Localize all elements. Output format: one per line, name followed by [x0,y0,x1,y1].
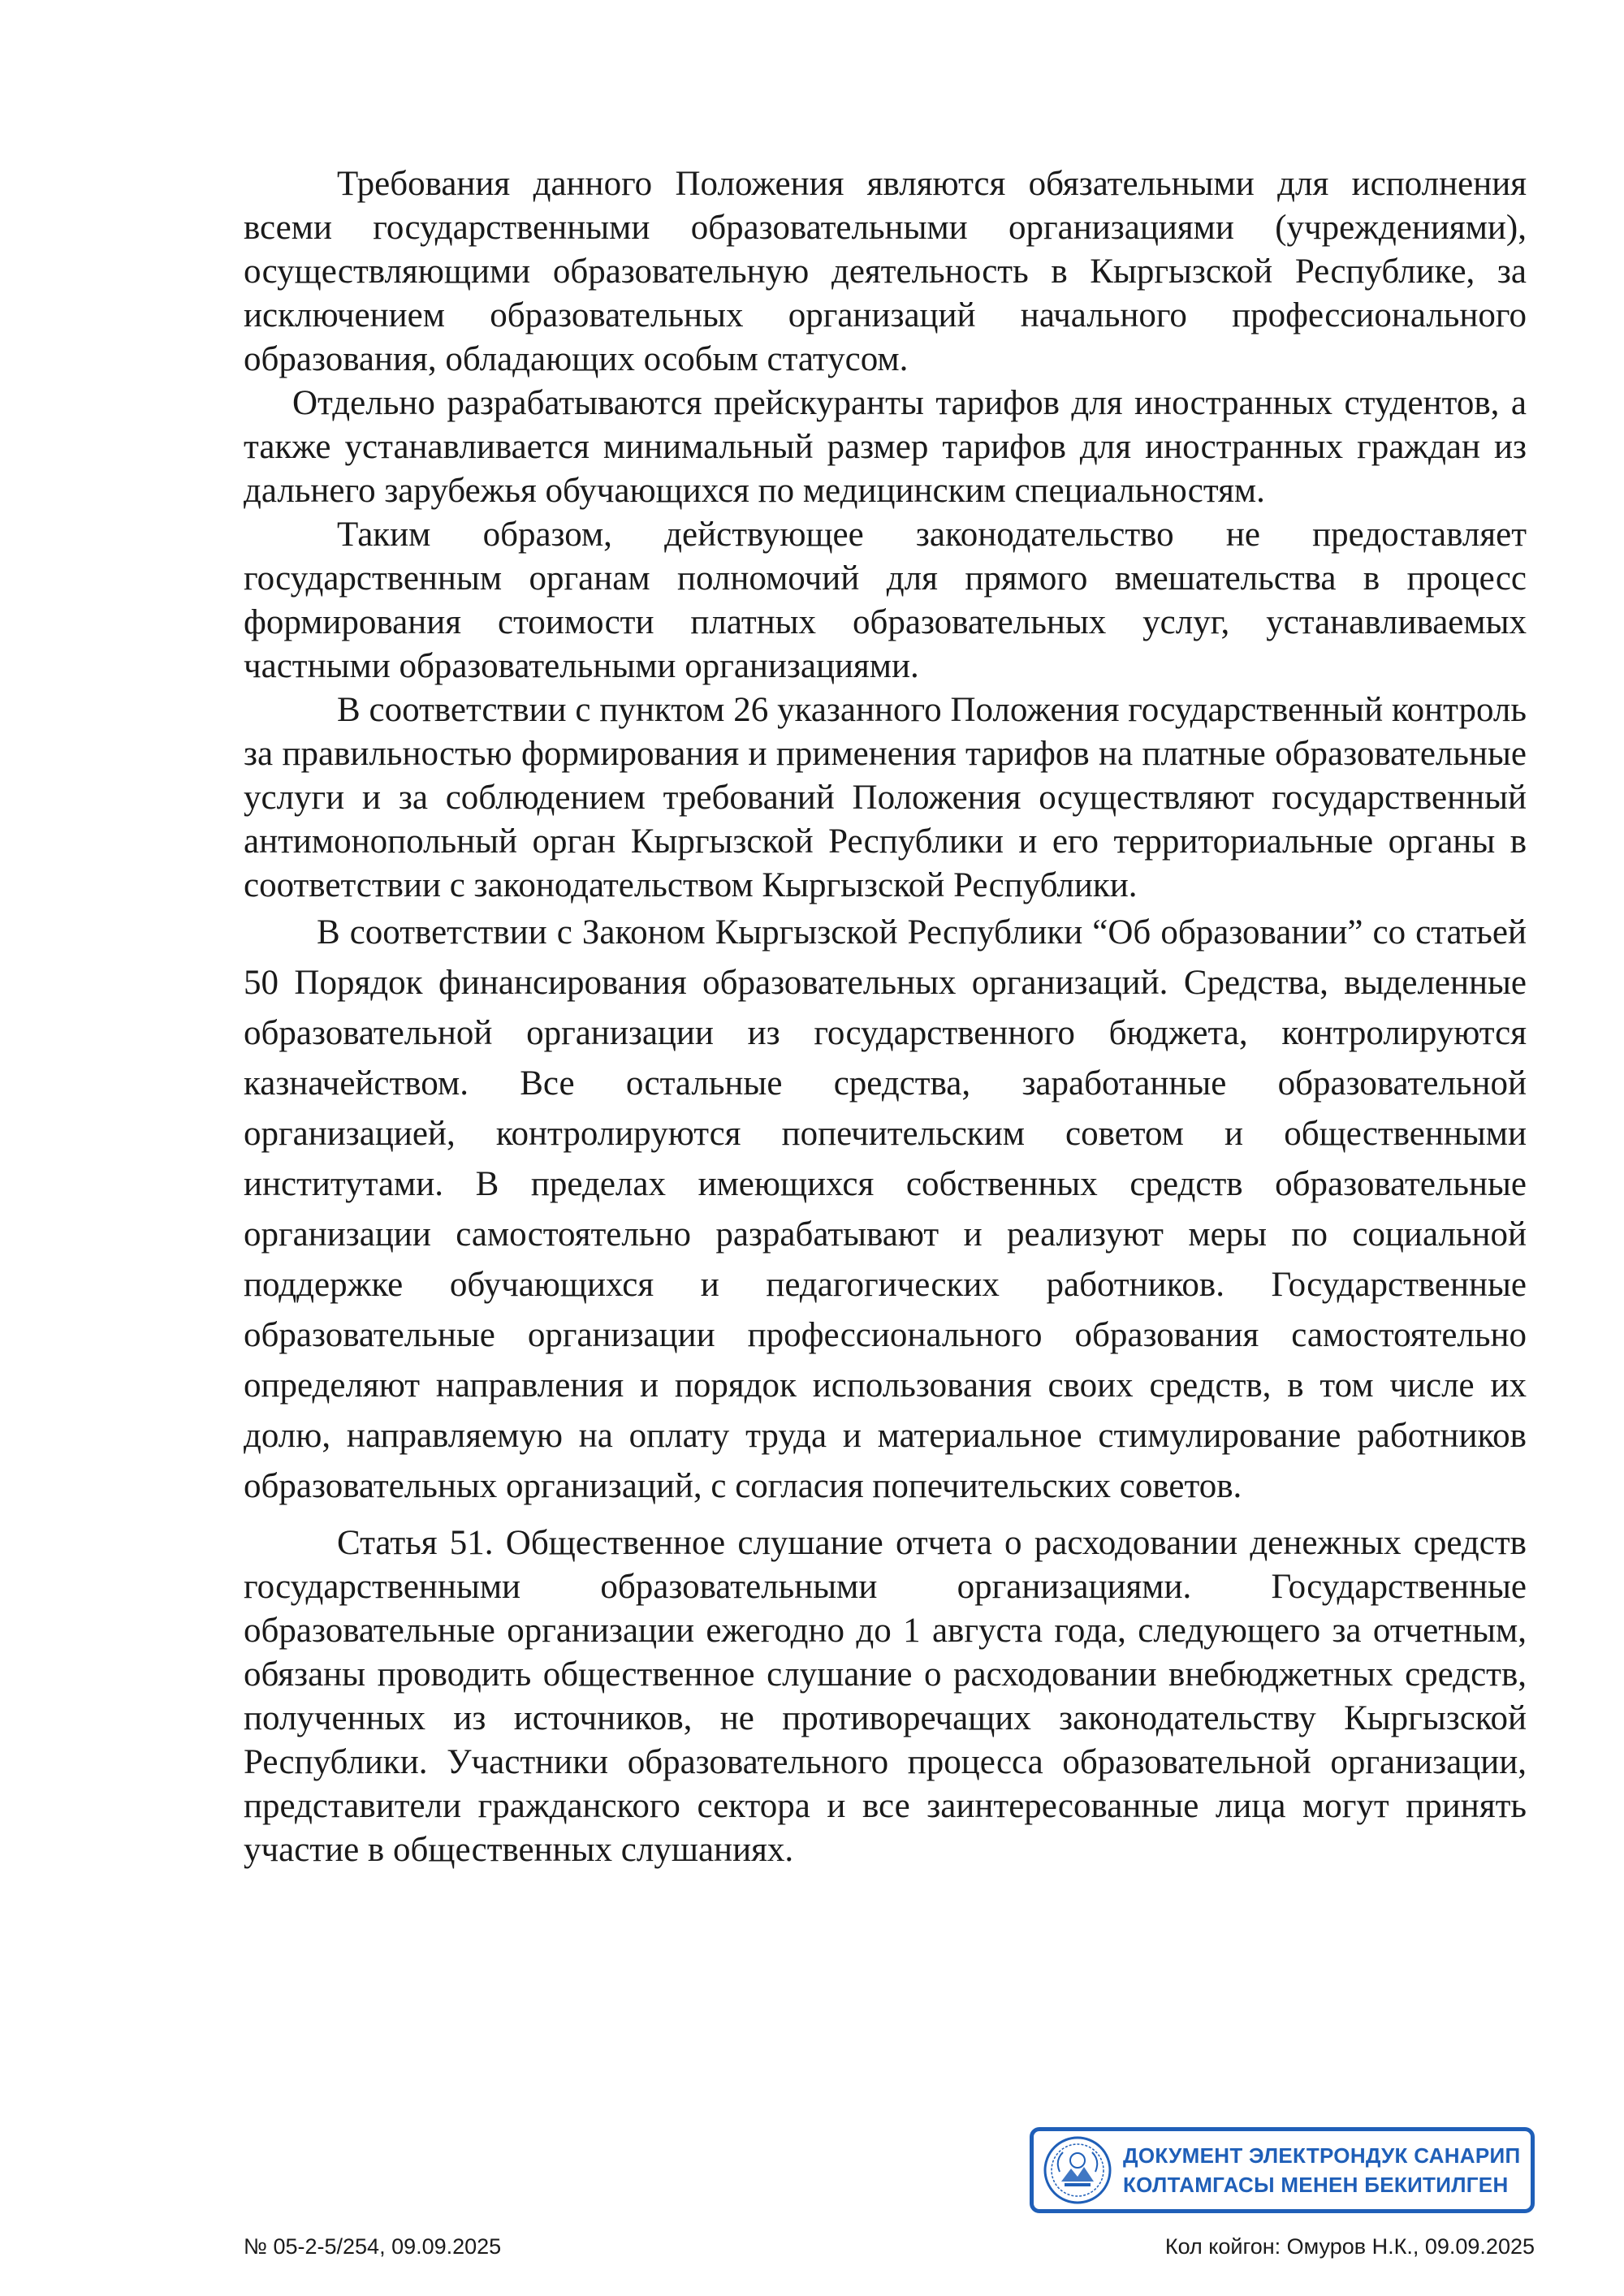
document-number: № 05-2-5/254, 09.09.2025 [244,2234,502,2259]
paragraph-5: В соответствии с Законом Кыргызской Республики “Об образовании” со статьей 50 Порядок финансирования образовательных организаций. Средства, выделенные образовательной организации из государственного бюджета, контролируются казначейством. Все остальные средства, заработанные образовательной организацией, контролируются попечительским советом и общественными институтами. В пределах имеющихся собственных средств образовательные организации самостоятельно разрабатывают и реализуют меры по социальной поддержке обучающихся и педагогических работников. Государственные образовательные организации профессионального образования самостоятельно определяют направления и порядок использования своих средств, в том числе их долю, направляемую на оплату труда и материальное стимулирование работников образовательных организаций, с согласия попечительских советов. [244,913,1527,1505]
kyrgyz-emblem-icon [1043,2136,1112,2204]
paragraph-1: Требования данного Положения являются обязательными для исполнения всеми государственными образовательными организациями (учреждениями), осуществляющими образовательную деятельность в Кыргызской Республике, за исключением образовательных организаций начального профессионального образования, обладающих особым статусом. [244,165,1527,378]
digital-signature-stamp [1030,2127,1535,2213]
stamp-text [1123,2141,1521,2199]
paragraph-6: Статья 51. Общественное слушание отчета о расходовании денежных средств государственными образовательными организациями. Государственные образовательные организации ежегодно до 1 августа года, следующего за отчетным, обязаны проводить общественное слушание о расходовании внебюджетных средств, полученных из источников, не противоречащих законодательству Кыргызской Республики. Участники образовательного процесса образовательной организации, представители гражданского сектора и все заинтересованные лица могут принять участие в общественных слушаниях. [244,1524,1527,1869]
stamp-line-1: ДОКУМЕНТ ЭЛЕКТРОНДУК САНАРИП [1123,2143,1521,2168]
stamp-line-2: КОЛТАМГАСЫ МЕНЕН БЕКИТИЛГЕН [1123,2173,1509,2197]
paragraph-4: В соответствии с пунктом 26 указанного Положения государственный контроль за правильностью формирования и применения тарифов на платные образовательные услуги и за соблюдением требований Положения осуществляют государственный антимонопольный орган Кыргызской Республики и его территориальные органы в соответствии с законодательством Кыргызской Республики. [244,691,1527,904]
signed-by: Кол койгон: Омуров Н.К., 09.09.2025 [1164,2234,1535,2259]
document-body [244,162,1527,1872]
paragraph-2: Отдельно разрабатываются прейскуранты тарифов для иностранных студентов, а также устанавливается минимальный размер тарифов для иностранных граждан из дальнего зарубежья обучающихся по медицинским специальностям. [244,384,1527,510]
paragraph-3: Таким образом, действующее законодательство не предоставляет государственным органам полномочий для прямого вмешательства в процесс формирования стоимости платных образовательных услуг, устанавливаемых частными образовательными организациями. [244,516,1527,685]
